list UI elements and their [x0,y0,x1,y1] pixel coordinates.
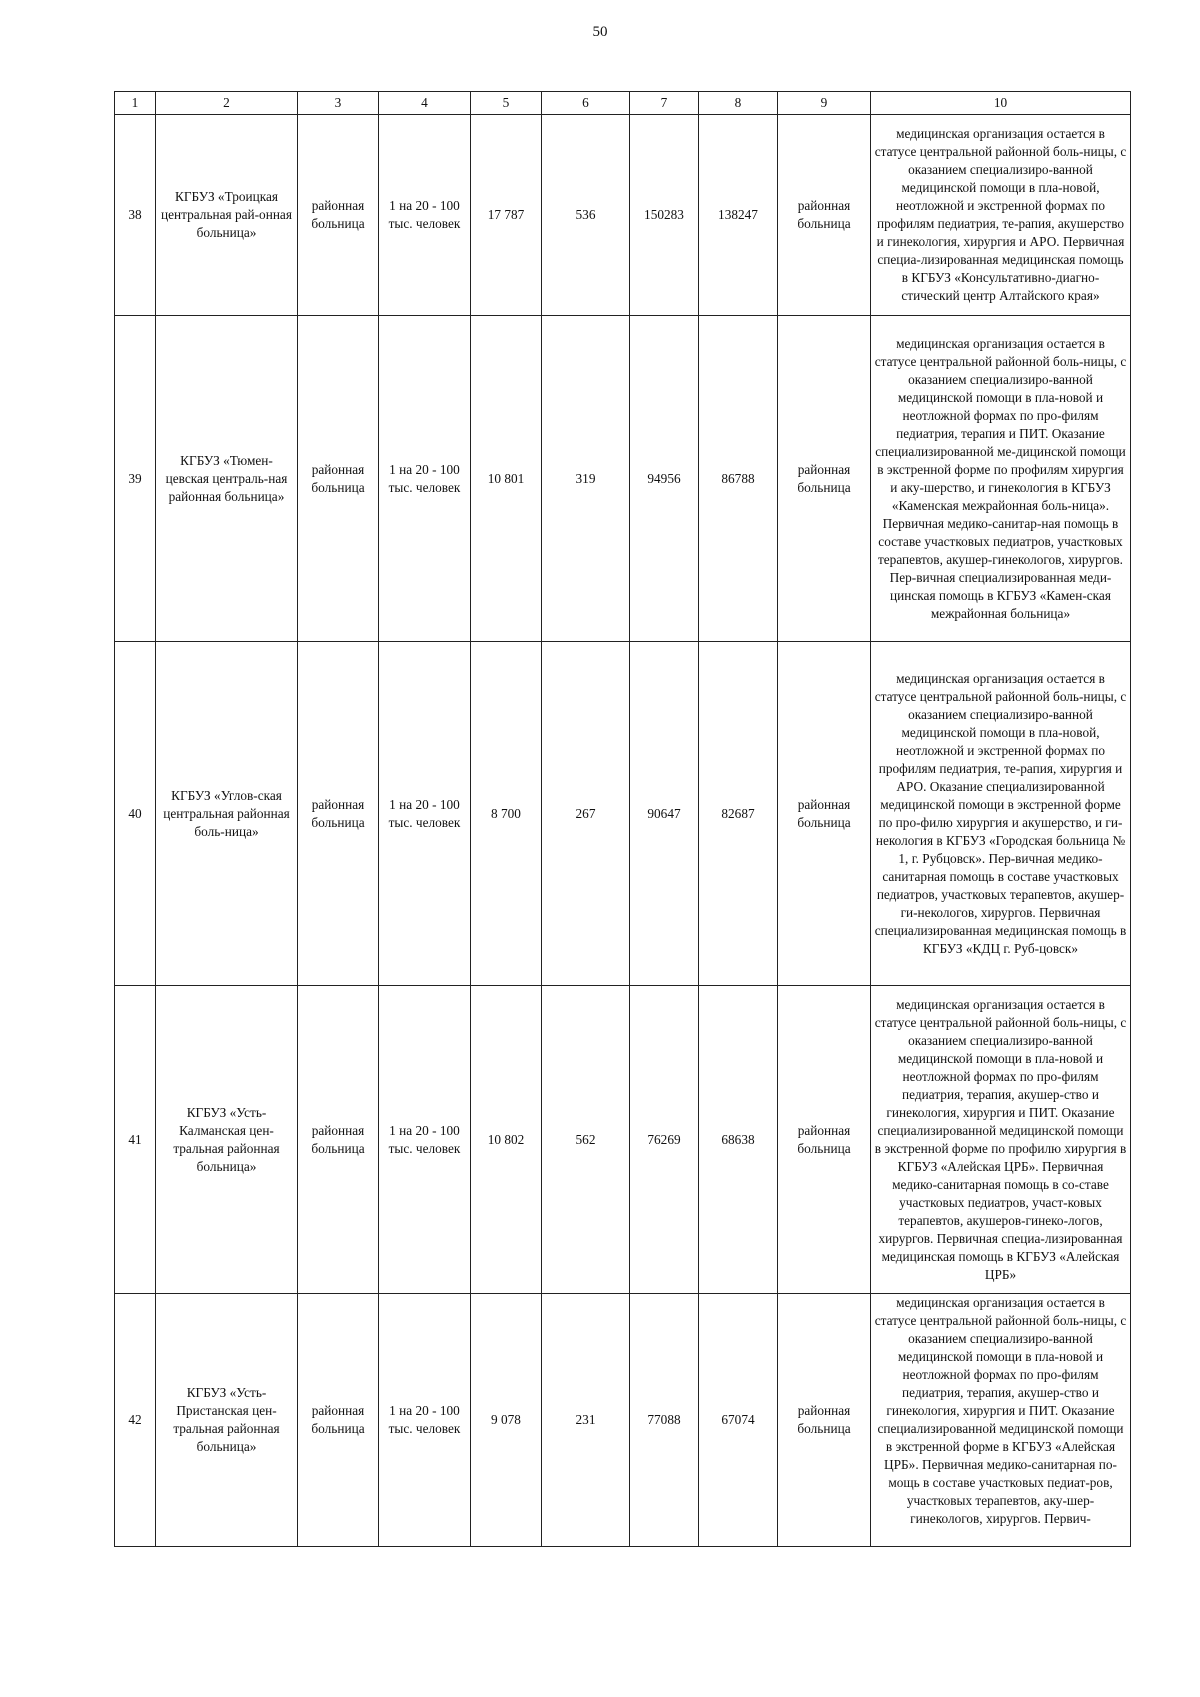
value-col8: 82687 [699,642,778,986]
status: районная больница [778,986,871,1294]
organization-name: КГБУЗ «Усть-Калманская цен-тральная районная больница» [156,986,298,1294]
header-row [115,92,1131,115]
header-cell: 9 [778,92,871,115]
organization-name: КГБУЗ «Тюмен-цевская централь-ная районная больница» [156,316,298,642]
norm: 1 на 20 - 100 тыс. человек [379,986,471,1294]
norm: 1 на 20 - 100 тыс. человек [379,642,471,986]
row-number: 40 [115,642,156,986]
row-number: 38 [115,115,156,316]
header-cell: 3 [298,92,379,115]
value-col7: 150283 [630,115,699,316]
header-cell: 7 [630,92,699,115]
value-col7: 90647 [630,642,699,986]
table-row [115,642,1131,986]
value-col6: 562 [542,986,630,1294]
status: районная больница [778,316,871,642]
header-cell: 4 [379,92,471,115]
norm: 1 на 20 - 100 тыс. человек [379,115,471,316]
description: медицинская организация остается в статусе центральной районной боль-ницы, с оказанием специализиро-ванной медицинской помощи в пла-новой и неотложной формах по про-филям педиатрия, терапия, акушер-ство и гинекология, хирургия и ПИТ. Оказание специализированной медицинской помощи в экстренной форме в КГБУЗ «Алейская ЦРБ». Первичная медико-санитарная по-мощь в составе участковых педиат-ров, участковых терапевтов, аку-шер-гинекологов, хирургов. Первич- [871,1294,1131,1547]
status: районная больница [778,642,871,986]
header-cell: 10 [871,92,1131,115]
table-row [115,1294,1131,1547]
norm: 1 на 20 - 100 тыс. человек [379,1294,471,1547]
description: медицинская организация остается в статусе центральной районной боль-ницы, с оказанием специализиро-ванной медицинской помощи в пла-новой и неотложной формах по про-филям педиатрия, терапия, акушер-ство и гинекология, хирургия и ПИТ. Оказание специализированной медицинской помощи в экстренной форме по профилю хирургия в КГБУЗ «Алейская ЦРБ». Первичная медико-санитарная помощь в со-ставе участковых педиатров, участ-ковых терапевтов, акушеров-гинеко-логов, хирургов. Первичная специа-лизированная медицинская помощь в КГБУЗ «Алейская ЦРБ» [871,986,1131,1294]
table-row [115,986,1131,1294]
value-col6: 536 [542,115,630,316]
header-cell: 6 [542,92,630,115]
organization-type: районная больница [298,316,379,642]
value-col8: 86788 [699,316,778,642]
value-col6: 319 [542,316,630,642]
header-cell: 5 [471,92,542,115]
norm: 1 на 20 - 100 тыс. человек [379,316,471,642]
organization-type: районная больница [298,1294,379,1547]
value-col6: 267 [542,642,630,986]
value-col6: 231 [542,1294,630,1547]
value-col8: 138247 [699,115,778,316]
header-cell: 2 [156,92,298,115]
population: 17 787 [471,115,542,316]
organization-name: КГБУЗ «Троицкая центральная рай-онная больница» [156,115,298,316]
page-number: 50 [592,24,608,40]
population: 10 802 [471,986,542,1294]
population: 10 801 [471,316,542,642]
hospital-table [114,91,1131,1547]
organization-type: районная больница [298,115,379,316]
value-col8: 67074 [699,1294,778,1547]
population: 8 700 [471,642,542,986]
value-col8: 68638 [699,986,778,1294]
organization-name: КГБУЗ «Усть-Пристанская цен-тральная районная больница» [156,1294,298,1547]
value-col7: 76269 [630,986,699,1294]
organization-type: районная больница [298,986,379,1294]
header-cell: 1 [115,92,156,115]
population: 9 078 [471,1294,542,1547]
table-row [115,115,1131,316]
row-number: 41 [115,986,156,1294]
description: медицинская организация остается в статусе центральной районной боль-ницы, с оказанием специализиро-ванной медицинской помощи в пла-новой, неотложной и экстренной формах по профилям педиатрия, те-рапия, хирургия и АРО. Оказание специализированной медицинской помощи в экстренной форме по про-филю хирургия и акушерство, и ги-некология в КГБУЗ «Городская больница № 1, г. Рубцовск». Пер-вичная медико-санитарная помощь в составе участковых педиатров, участковых терапевтов, акушер-ги-некологов, хирургов. Первичная специализированная медицинская помощь в КГБУЗ «КДЦ г. Руб-цовск» [871,642,1131,986]
value-col7: 94956 [630,316,699,642]
organization-type: районная больница [298,642,379,986]
row-number: 42 [115,1294,156,1547]
organization-name: КГБУЗ «Углов-ская центральная районная боль-ница» [156,642,298,986]
description: медицинская организация остается в статусе центральной районной боль-ницы, с оказанием специализиро-ванной медицинской помощи в пла-новой, неотложной и экстренной формах по профилям педиатрия, те-рапия, акушерство и гинекология, хирургия и АРО. Первичная специа-лизированная медицинская помощь в КГБУЗ «Консультативно-диагно-стический центр Алтайского края» [871,115,1131,316]
row-number: 39 [115,316,156,642]
description: медицинская организация остается в статусе центральной районной боль-ницы, с оказанием специализиро-ванной медицинской помощи в пла-новой и неотложной формах по про-филям педиатрия, терапия и ПИТ. Оказание специализированной ме-дицинской помощи в экстренной форме по профилям хирургия и аку-шерство, и гинекология в КГБУЗ «Каменская межрайонная боль-ница». Первичная медико-санитар-ная помощь в составе участковых педиатров, участковых терапевтов, акушер-гинекологов, хирургов. Пер-вичная специализированная меди-цинская помощь в КГБУЗ «Камен-ская межрайонная больница» [871,316,1131,642]
table-row [115,316,1131,642]
status: районная больница [778,1294,871,1547]
value-col7: 77088 [630,1294,699,1547]
status: районная больница [778,115,871,316]
header-cell: 8 [699,92,778,115]
